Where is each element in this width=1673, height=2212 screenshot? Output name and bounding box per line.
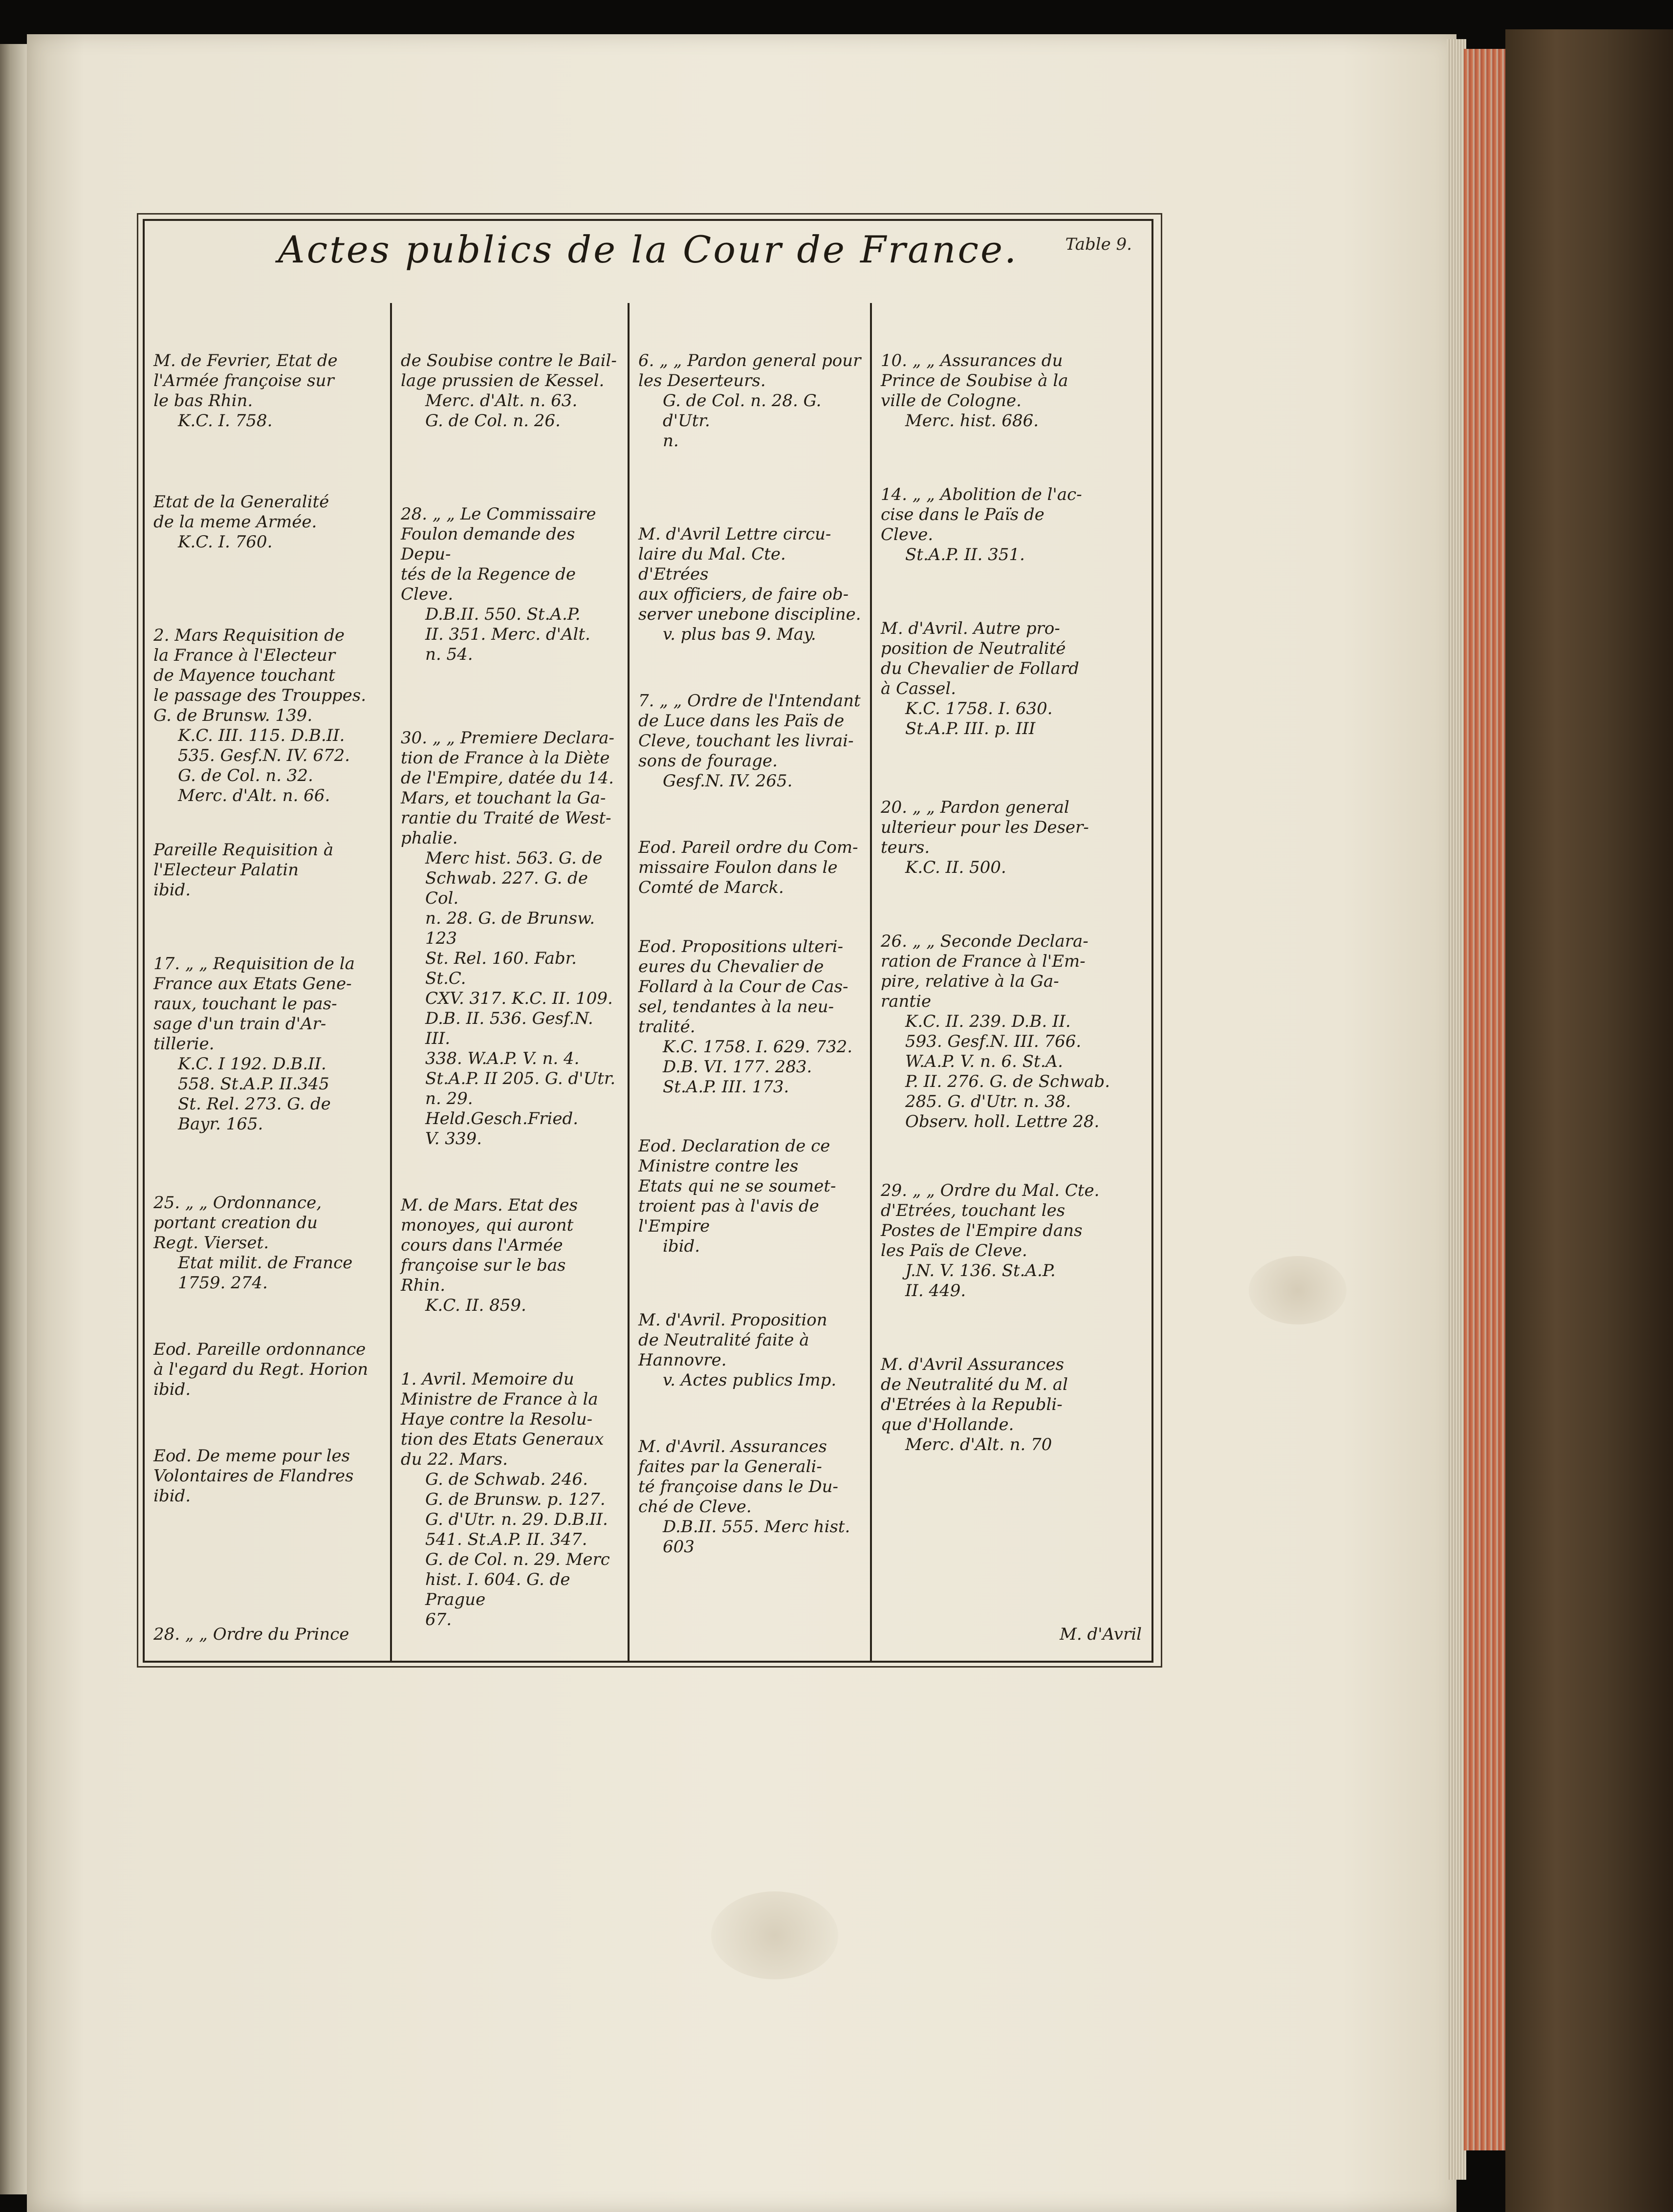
entry-text: Pareille Requisition à l'Electeur Palatin ibid. — [153, 840, 334, 900]
entry-text: M. d'Avril. Proposition de Neutralité faite à Hannovre. — [638, 1310, 827, 1370]
entry-text: 30. „ „ Premiere Declara- tion de France à la Diète de l'Empire, datée du 14. Mars, et touchant la Ga- rantie du Traité de West- phalie. — [401, 728, 614, 848]
entry-reference: K.C. II. 859. — [425, 1296, 526, 1315]
entry-reference: G. de Col. n. 28. G. d'Utr. n. — [663, 391, 822, 451]
table-column-4 — [872, 303, 1152, 1661]
entry-reference: Etat milit. de France 1759. 274. — [178, 1253, 353, 1293]
entry-text: 14. „ „ Abolition de l'ac- cise dans le Païs de Cleve. — [881, 485, 1082, 544]
table-entry — [881, 1355, 1143, 1455]
table-entry — [881, 798, 1143, 878]
entry-reference: K.C. 1758. I. 630. St.A.P. III. p. III — [905, 699, 1053, 738]
entry-reference: ibid. — [663, 1236, 700, 1256]
entry-text: 26. „ „ Seconde Declara- ration de France à l'Em- pire, relative à la Ga- rantie — [881, 932, 1088, 1011]
entry-reference: Merc. hist. 686. — [905, 411, 1039, 431]
left-page-edge — [0, 44, 29, 2194]
entry-reference: K.C. 1758. I. 629. 732. D.B. VI. 177. 283. St.A.P. III. 173. — [663, 1037, 853, 1097]
entry-text: 28. „ „ Le Commissaire Foulon demande des Depu- tés de la Regence de Cleve. — [401, 504, 596, 604]
entry-reference: G. de Schwab. 246. G. de Brunsw. p. 127. G. d'Utr. n. 29. D.B.II. 541. St.A.P. II. 347. G. de Col. n. 29. Merc hist. I. 604. G. de Prague 67. — [425, 1470, 610, 1629]
table-entry — [638, 937, 861, 1097]
page-stack-edge — [1447, 39, 1466, 2180]
table-entry — [401, 351, 619, 431]
table-columns — [145, 303, 1152, 1661]
table-entry — [401, 1195, 619, 1316]
entry-reference: K.C. I. 758. — [178, 411, 273, 431]
entry-reference: Merc hist. 563. G. de Schwab. 227. G. de Col. n. 28. G. de Brunsw. 123 St. Rel. 160. Fabr. St.C. CXV. 317. K.C. II. 109. D.B. II. 536. Gesf.N. III. 338. W.A.P. V. n. 4. St.A.P. II 205. G. d'Utr. n. 29. Held.Gesch.Fried. V. 339. — [425, 848, 616, 1149]
table-entry — [153, 1340, 381, 1400]
entry-reference: K.C. III. 115. D.B.II. 535. Gesf.N. IV. 672. G. de Col. n. 32. Merc. d'Alt. n. 66. — [178, 726, 350, 805]
table-entry — [153, 1446, 381, 1506]
table-entry — [638, 1310, 861, 1390]
table-entry — [153, 626, 381, 806]
table-column-3 — [630, 303, 872, 1661]
entry-reference: Gesf.N. IV. 265. — [663, 771, 793, 791]
entry-reference: v. plus bas 9. May. — [663, 625, 816, 644]
table-entry — [638, 1136, 861, 1257]
entry-text: 10. „ „ Assurances du Prince de Soubise à la ville de Cologne. — [881, 351, 1068, 411]
entry-text: 25. „ „ Ordonnance, portant creation du Regt. Vierset. — [153, 1193, 322, 1253]
table-entry — [881, 932, 1143, 1132]
table-entry — [881, 351, 1143, 431]
entry-text: M. d'Avril. Autre pro- position de Neutralité du Chevalier de Follard à Cassel. — [881, 619, 1079, 698]
table-entry — [153, 351, 381, 431]
entry-text: M. d'Avril. Assurances faites par la Generali- té françoise dans le Du- ché de Cleve. — [638, 1437, 838, 1517]
entry-reference: D.B.II. 555. Merc hist. 603 — [663, 1517, 850, 1557]
entry-text: M. d'Avril Lettre circu- laire du Mal. Cte. d'Etrées aux officiers, de faire ob- server unebone discipline. — [638, 524, 861, 624]
entry-text: M. de Mars. Etat des monoyes, qui auront cours dans l'Armée françoise sur le bas Rhin. — [401, 1195, 578, 1295]
column-continuation: M. d'Avril — [1060, 1625, 1142, 1644]
red-page-edge — [1464, 49, 1508, 2150]
table-entry — [638, 1437, 861, 1557]
table-entry — [881, 1181, 1143, 1301]
entry-reference: Merc. d'Alt. n. 63. G. de Col. n. 26. — [425, 391, 578, 431]
paper-stain — [711, 1891, 838, 1979]
entry-reference: J.N. V. 136. St.A.P. II. 449. — [905, 1261, 1056, 1301]
entry-text: 17. „ „ Requisition de la France aux Etats Gene- raux, touchant le pas- sage d'un train d'Ar- tillerie. — [153, 954, 355, 1054]
entry-text: Eod. Declaration de ce Ministre contre les Etats qui ne se soumet- troient pas à l'avis de l'Empire — [638, 1136, 836, 1236]
entry-text: de Soubise contre le Bail- lage prussien de Kessel. — [401, 351, 617, 390]
entry-reference: v. Actes publics Imp. — [663, 1370, 837, 1390]
table-number: Table 9. — [1065, 235, 1132, 254]
table-entry — [153, 1193, 381, 1293]
entry-reference: K.C. I 192. D.B.II. 558. St.A.P. II.345 St. Rel. 273. G. de Bayr. 165. — [178, 1054, 331, 1134]
entry-text: 7. „ „ Ordre de l'Intendant de Luce dans les Païs de Cleve, touchant les livrai- sons de fourage. — [638, 691, 861, 771]
table-entry — [153, 840, 381, 900]
table-entry — [153, 492, 381, 552]
entry-text: Eod. Pareil ordre du Com- missaire Foulon dans le Comté de Marck. — [638, 838, 858, 897]
entry-reference: K.C. II. 500. — [905, 858, 1006, 877]
table-entry — [638, 838, 861, 898]
entry-reference: D.B.II. 550. St.A.P. II. 351. Merc. d'Alt. n. 54. — [425, 605, 590, 664]
entry-text: Etat de la Generalité de la meme Armée. — [153, 492, 329, 532]
table-entry — [401, 1369, 619, 1630]
entry-text: 29. „ „ Ordre du Mal. Cte. d'Etrées, touchant les Postes de l'Empire dans les Païs de Cleve. — [881, 1181, 1100, 1260]
column-continuation: 28. „ „ Ordre du Prince — [153, 1625, 349, 1644]
table-column-1 — [145, 303, 392, 1661]
entry-reference: St.A.P. II. 351. — [905, 545, 1025, 564]
entry-text: 6. „ „ Pardon general pour les Deserteurs. — [638, 351, 861, 390]
table-title: Actes publics de la Cour de France. — [278, 228, 1019, 271]
table-entry — [401, 504, 619, 665]
entry-text: Eod. De meme pour les Volontaires de Flandres ibid. — [153, 1446, 354, 1506]
entry-text: Eod. Pareille ordonnance à l'egard du Regt. Horion ibid. — [153, 1340, 369, 1399]
entry-text: 20. „ „ Pardon general ulterieur pour les Deser- teurs. — [881, 798, 1089, 857]
table-entry — [638, 351, 861, 451]
entry-text: M. d'Avril Assurances de Neutralité du M. al d'Etrées à la Republi- que d'Hollande. — [881, 1355, 1068, 1434]
entry-reference: K.C. I. 760. — [178, 532, 273, 552]
table-column-2 — [392, 303, 630, 1661]
entry-text: M. de Fevrier, Etat de l'Armée françoise sur le bas Rhin. — [153, 351, 338, 411]
table-entry — [153, 954, 381, 1134]
entry-text: Eod. Propositions ulteri- eures du Chevalier de Follard à la Cour de Cas- sel, tendantes à la neu- tralité. — [638, 937, 848, 1037]
entry-reference: K.C. II. 239. D.B. II. 593. Gesf.N. III. 766. W.A.P. V. n. 6. St.A. P. II. 276. G. de Schwab. 285. G. d'Utr. n. 38. Observ. holl. Lettre 28. — [905, 1012, 1110, 1131]
table-entry — [638, 524, 861, 645]
book-cover — [1505, 29, 1673, 2212]
paper-stain — [1249, 1256, 1347, 1324]
table-frame — [143, 219, 1153, 1663]
entry-reference: Merc. d'Alt. n. 70 — [905, 1435, 1052, 1454]
entry-text: 2. Mars Requisition de la France à l'Electeur de Mayence touchant le passage des Trouppes. G. de Brunsw. 139. — [153, 626, 367, 725]
table-entry — [881, 619, 1143, 739]
table-entry — [638, 691, 861, 791]
entry-text: 1. Avril. Memoire du Ministre de France à la Haye contre la Resolu- tion des Etats Generaux du 22. Mars. — [401, 1369, 604, 1469]
table-entry — [881, 485, 1143, 565]
table-entry — [401, 728, 619, 1149]
